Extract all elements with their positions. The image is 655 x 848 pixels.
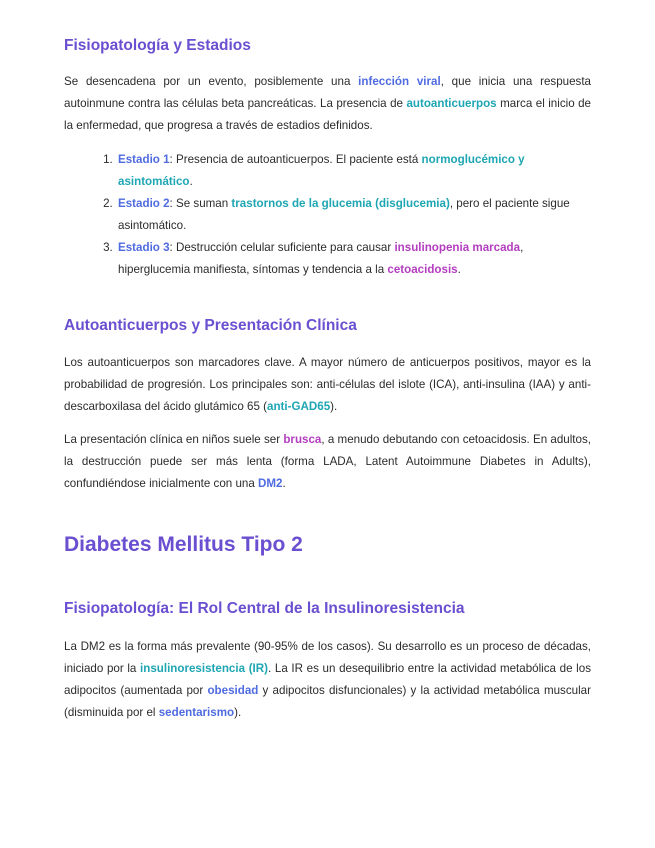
highlight-sedentarismo: sedentarismo — [158, 706, 235, 719]
section-title-autoanticuerpos: Autoanticuerpos y Presentación Clínica — [64, 317, 357, 334]
paragraph-desencadenante — [64, 71, 591, 137]
highlight-obesidad: obesidad — [207, 684, 259, 697]
highlight-disglucemia: trastornos de la glucemia (disglucemia) — [231, 197, 450, 210]
text: . — [457, 263, 461, 276]
paragraph-presentacion-clinica — [64, 429, 591, 495]
paragraph-autoanticuerpos — [64, 352, 591, 418]
text: . — [282, 477, 286, 490]
text: . — [189, 175, 193, 188]
stage-label: Estadio 3 — [118, 241, 170, 254]
text: ). — [330, 400, 338, 413]
text: , que inicia una respuesta autoinmune contra las células beta pancreáticas. La presencia de — [64, 75, 591, 110]
text: , hiperglucemia manifiesta, síntomas y tendencia a la — [118, 241, 524, 276]
highlight-insulinopenia: insulinopenia marcada — [394, 241, 521, 254]
stage-label: Estadio 2 — [118, 197, 170, 210]
highlight-infeccion-viral: infección viral — [358, 75, 441, 88]
text: , a menudo debutando con cetoacidosis. En adultos, la destrucción puede ser más lenta (forma LADA, Latent Autoimmune Diabetes in Adults), confundiéndose inicialmente con una — [64, 433, 591, 490]
highlight-anti-gad65: anti-GAD65 — [267, 400, 331, 413]
text: La presentación clínica en niños suele ser — [64, 433, 284, 446]
highlight-autoanticuerpos: autoanticuerpos — [406, 97, 497, 110]
section-title-insulinoresistencia: Fisiopatología: El Rol Central de la Insulinoresistencia — [64, 600, 465, 617]
section-title-fisiopatologia: Fisiopatología y Estadios — [64, 37, 251, 54]
highlight-insulinoresistencia: insulinoresistencia (IR) — [140, 662, 269, 675]
text: Se desencadena por un evento, posiblemente una — [64, 75, 359, 88]
text: y adipocitos disfuncionales) y la actividad metabólica muscular (disminuida por el — [64, 684, 591, 719]
highlight-dm2: DM2 — [258, 477, 283, 490]
text: : Se suman — [169, 197, 232, 210]
stage-label: Estadio 1 — [118, 153, 170, 166]
chapter-title-dm2: Diabetes Mellitus Tipo 2 — [64, 533, 303, 556]
text: : Destrucción celular suficiente para causar — [169, 241, 395, 254]
text: : Presencia de autoanticuerpos. El paciente está — [169, 153, 422, 166]
list-item-estadio-3 — [116, 237, 591, 281]
list-item-estadio-2 — [116, 193, 591, 237]
list-item-estadio-1 — [116, 149, 591, 193]
highlight-brusca: brusca — [283, 433, 322, 446]
text: , pero el paciente sigue asintomático. — [118, 197, 570, 232]
paragraph-insulinoresistencia — [64, 636, 591, 724]
text: marca el inicio de la enfermedad, que progresa a través de estadios definidos. — [64, 97, 592, 132]
text: La DM2 es la forma más prevalente (90-95% de los casos). Su desarrollo es un proceso de décadas, iniciado por la — [64, 640, 591, 675]
text: . La IR es un desequilibrio entre la actividad metabólica de los adipocitos (aumentada por — [64, 662, 592, 697]
highlight-cetoacidosis: cetoacidosis — [387, 263, 458, 276]
text: Los autoanticuerpos son marcadores clave. A mayor número de anticuerpos positivos, mayor es la probabilidad de progresión. Los principales son: anti-células del islote (ICA), anti-insulina (IAA) y anti-descarboxilasa del ácido glutámico 65 ( — [64, 356, 591, 413]
highlight-normoglucemico: normoglucémico y asintomático — [118, 153, 525, 188]
stages-list — [64, 149, 591, 281]
text: ). — [234, 706, 242, 719]
